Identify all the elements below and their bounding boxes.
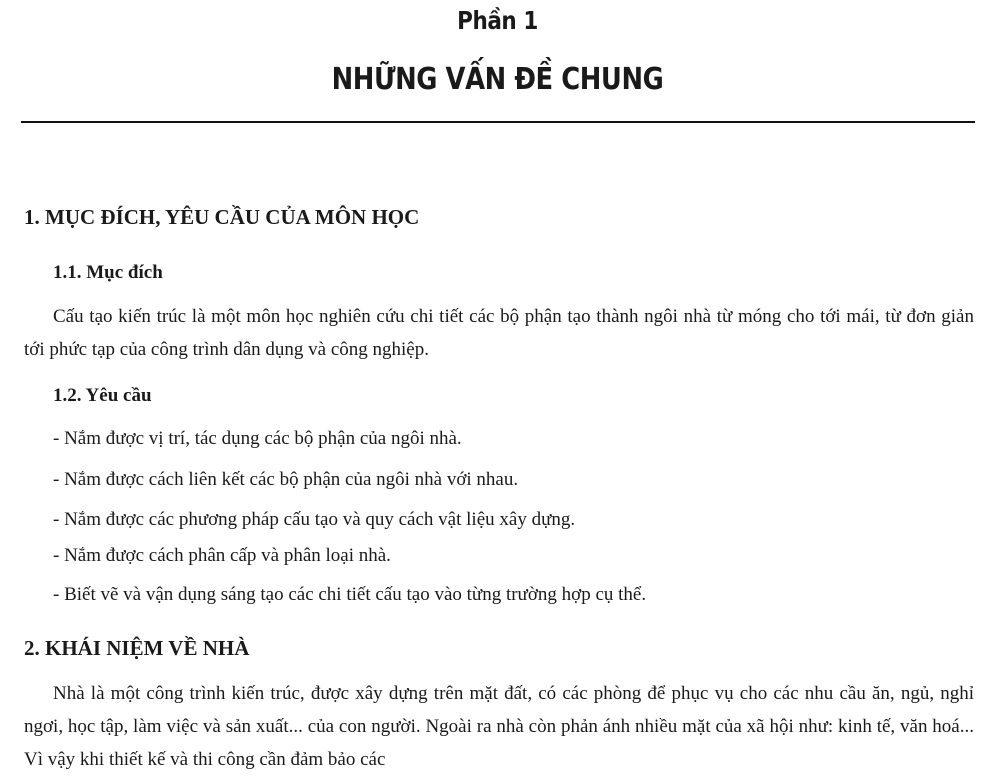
title-divider [21, 121, 975, 123]
requirement-item: - Nắm được cách phân cấp và phân loại nhà. [53, 545, 391, 566]
house-concept-paragraph: Nhà là một công trình kiến trúc, được xây dựng trên mặt đất, có các phòng để phục vụ cho các nhu cầu ăn, ngủ, nghỉ ngơi, học tập, làm việc và sản xuất... của con người. Ngoài ra nhà còn phản ánh nhiều mặt của xã hội như: kinh tế, văn hoá... Vì vậy khi thiết kế và thi công cần đảm bảo các [24, 683, 974, 770]
requirement-item: - Biết vẽ và vận dụng sáng tạo các chi tiết cấu tạo vào từng trường hợp cụ thể. [53, 584, 647, 605]
section-2-heading: 2. KHÁI NIỆM VỀ NHÀ [24, 636, 250, 660]
requirement-item: - Nắm được cách liên kết các bộ phận của ngôi nhà với nhau. [53, 469, 519, 490]
subsection-1-1-heading: 1.1. Mục đích [53, 262, 163, 283]
requirement-item: - Nắm được các phương pháp cấu tạo và quy cách vật liệu xây dựng. [53, 509, 576, 530]
part-title: NHỮNG VẤN ĐỀ CHUNG [331, 62, 664, 97]
part-label: Phần 1 [457, 6, 538, 35]
purpose-paragraph: Cấu tạo kiến trúc là một môn học nghiên cứu chi tiết các bộ phận tạo thành ngôi nhà từ móng cho tới mái, từ đơn giản tới phức tạp của công trình dân dụng và công nghiệp. [24, 306, 974, 360]
section-1-heading: 1. MỤC ĐÍCH, YÊU CẦU CỦA MÔN HỌC [24, 205, 420, 229]
subsection-1-2-heading: 1.2. Yêu cầu [53, 385, 152, 406]
requirement-item: - Nắm được vị trí, tác dụng các bộ phận của ngôi nhà. [53, 428, 462, 449]
